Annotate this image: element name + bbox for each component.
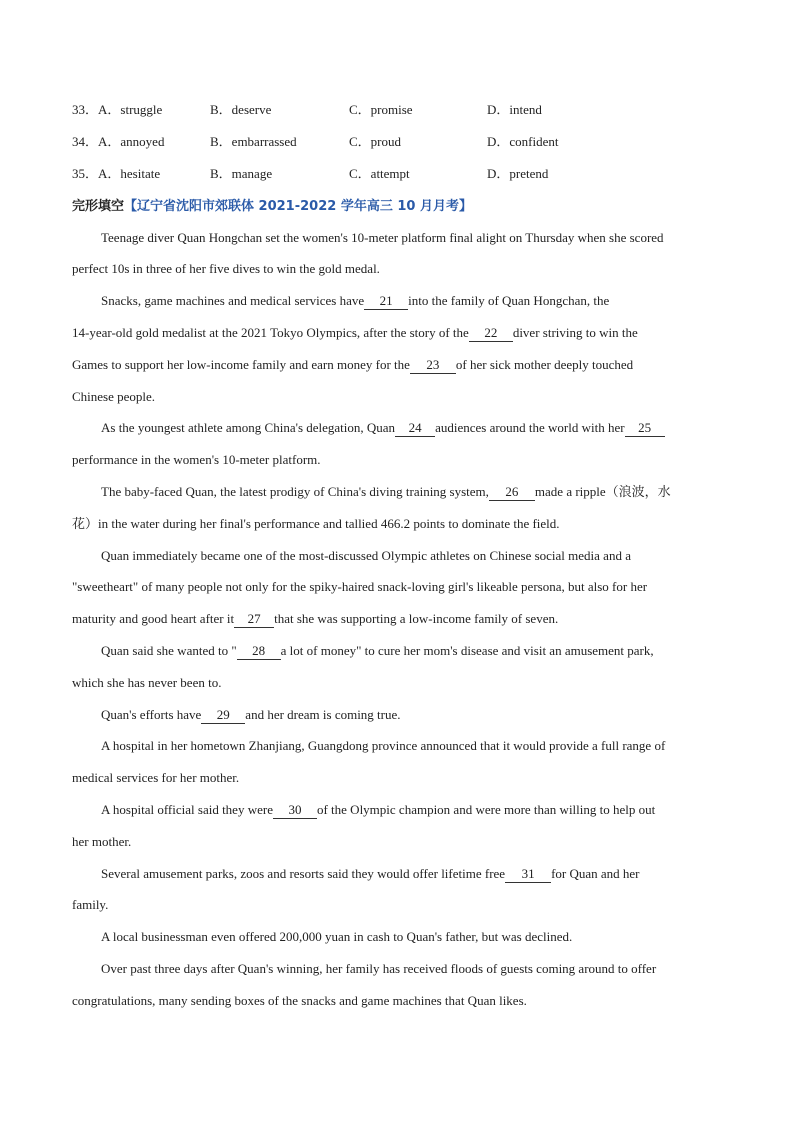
passage-line: Quan said she wanted to " 28 a lot of money" to cure her mom's disease and visit an amusement park, <box>101 643 654 658</box>
passage-line: Snacks, game machines and medical services have 21 into the family of Quan Hongchan, the <box>101 293 610 308</box>
passage-line: "sweetheart" of many people not only for the spiky-haired snack-loving girl's likeable persona, but also for her <box>72 579 648 594</box>
passage-line: which she has never been to. <box>72 675 222 690</box>
section-source: 【辽宁省沈阳市郊联体 2021-2022 学年高三 10 月月考】 <box>124 199 472 214</box>
section-heading <box>72 197 472 217</box>
passage-line: A hospital in her hometown Zhanjiang, Guangdong province announced that it would provide a full range of <box>101 738 666 753</box>
option-b: B．embarrassed <box>210 134 297 149</box>
blank-21: 21 <box>364 293 408 310</box>
passage-line: congratulations, many sending boxes of the snacks and game machines that Quan likes. <box>72 993 527 1008</box>
passage-line: Over past three days after Quan's winning, her family has received floods of guests coming around to offer <box>101 961 657 976</box>
passage-line: Quan's efforts have 29 and her dream is coming true. <box>101 707 401 722</box>
blank-26: 26 <box>489 484 535 501</box>
passage-line: 花）in the water during her final's performance and tallied 466.2 points to dominate the field. <box>72 516 560 531</box>
passage-line: Teenage diver Quan Hongchan set the women's 10-meter platform final alight on Thursday when she scored <box>101 230 664 245</box>
option-b: B．manage <box>210 166 273 181</box>
passage-line: medical services for her mother. <box>72 770 240 785</box>
section-label: 完形填空 <box>72 199 125 214</box>
option-a: 33．A．struggle <box>72 102 163 117</box>
passage-line: Quan immediately became one of the most-discussed Olympic athletes on Chinese social media and a <box>101 548 631 563</box>
blank-30: 30 <box>273 802 317 819</box>
blank-29: 29 <box>201 707 245 724</box>
option-a: 35．A．hesitate <box>72 166 161 181</box>
option-d: D．pretend <box>487 166 549 181</box>
option-d: D．confident <box>487 134 559 149</box>
passage-line: A hospital official said they were 30 of the Olympic champion and were more than willing to help out <box>101 802 656 817</box>
passage-line: family. <box>72 897 109 912</box>
blank-31: 31 <box>505 866 551 883</box>
option-a: 34．A．annoyed <box>72 134 165 149</box>
passage-line: her mother. <box>72 834 132 849</box>
blank-23: 23 <box>410 357 456 374</box>
passage-line: The baby-faced Quan, the latest prodigy of China's diving training system, 26 made a ripple（浪波，水 <box>101 484 671 499</box>
passage-line: perfect 10s in three of her five dives to win the gold medal. <box>72 261 380 276</box>
option-c: C．attempt <box>349 166 410 181</box>
passage-line: performance in the women's 10-meter platform. <box>72 452 321 467</box>
option-c: C．proud <box>349 134 402 149</box>
blank-24: 24 <box>395 420 435 437</box>
passage-line: A local businessman even offered 200,000 yuan in cash to Quan's father, but was declined. <box>101 929 573 944</box>
passage-line: Chinese people. <box>72 389 156 404</box>
passage-line: As the youngest athlete among China's delegation, Quan 24 audiences around the world with her 25 <box>101 418 665 438</box>
passage-line: maturity and good heart after it 27 that she was supporting a low-income family of seven. <box>72 611 559 626</box>
passage-line: Games to support her low-income family and earn money for the 23 of her sick mother deeply touched <box>72 357 634 372</box>
option-d: D．intend <box>487 102 542 117</box>
blank-27: 27 <box>234 611 274 628</box>
blank-25: 25 <box>625 420 665 437</box>
blank-28: 28 <box>237 643 281 660</box>
passage-line: 14-year-old gold medalist at the 2021 Tokyo Olympics, after the story of the 22 diver striving to win the <box>72 325 638 340</box>
passage-line: Several amusement parks, zoos and resorts said they would offer lifetime free 31 for Quan and her <box>101 866 640 881</box>
blank-22: 22 <box>469 325 513 342</box>
option-c: C．promise <box>349 102 413 117</box>
option-b: B．deserve <box>210 102 272 117</box>
